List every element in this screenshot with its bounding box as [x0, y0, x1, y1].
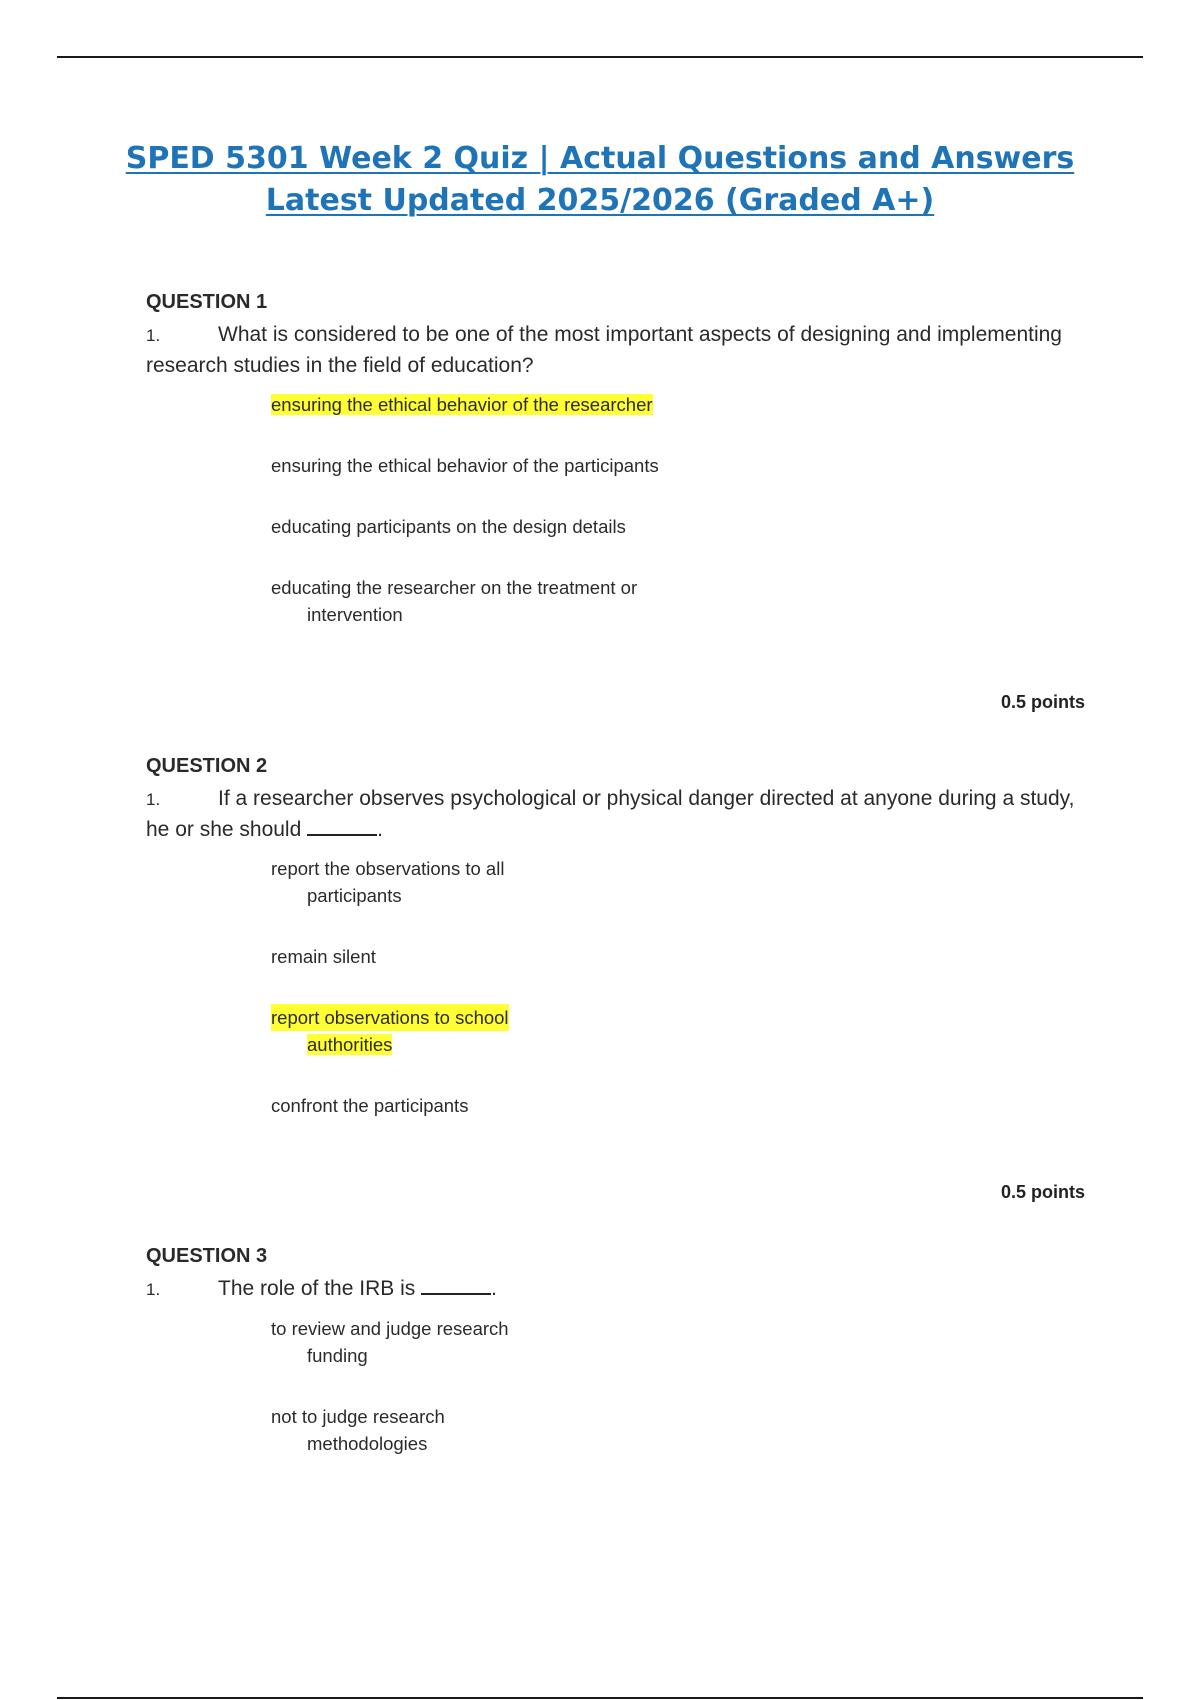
question-heading: QUESTION 3 [146, 1245, 268, 1267]
document-title [0, 138, 1200, 222]
question-1-points: 0.5 points [1000, 692, 1085, 712]
bottom-rule [57, 1697, 1143, 1699]
answer-list [271, 1315, 1086, 1457]
answer-option[interactable] [271, 1092, 691, 1119]
answer-option[interactable] [271, 574, 691, 628]
answer-text-correct-continued: authorities [307, 1034, 393, 1055]
answer-text: to review and judge research [271, 1318, 509, 1339]
question-text [146, 1274, 1086, 1305]
question-prompt-end: . [491, 1277, 497, 1300]
title-line-1: SPED 5301 Week 2 Quiz | Actual Questions and Answers [125, 141, 1075, 176]
answer-list [271, 855, 1086, 1119]
question-text [146, 320, 1086, 381]
answer-text: educating the researcher on the treatment or [271, 577, 638, 598]
answer-text: educating participants on the design details [271, 516, 626, 537]
answer-option[interactable] [271, 855, 691, 909]
answer-option[interactable] [271, 1004, 691, 1058]
question-2-points: 0.5 points [1000, 1182, 1085, 1202]
answer-text-correct: ensuring the ethical behavior of the researcher [271, 394, 653, 415]
answer-text-correct: report observations to school [271, 1004, 509, 1031]
answer-text: confront the participants [271, 1095, 469, 1116]
question-prompt: The role of the IRB is [218, 1277, 416, 1300]
answer-option[interactable] [271, 1315, 691, 1369]
answer-text-continued: intervention [307, 604, 403, 625]
answer-text-continued: methodologies [307, 1433, 428, 1454]
question-number: 1. [146, 790, 161, 809]
title-line-2: Latest Updated 2025/2026 (Graded A+) [265, 183, 935, 218]
question-3 [146, 1242, 1086, 1491]
answer-list [271, 391, 1086, 628]
question-heading: QUESTION 2 [146, 755, 268, 777]
answer-text: remain silent [271, 946, 376, 967]
question-text [146, 784, 1086, 845]
answer-option[interactable] [271, 943, 691, 970]
answer-text-continued: funding [307, 1345, 368, 1366]
answer-text: ensuring the ethical behavior of the participants [271, 455, 659, 476]
top-rule [57, 56, 1143, 58]
question-2 [146, 752, 1086, 1153]
answer-text: report the observations to all [271, 858, 505, 879]
answer-text: not to judge research [271, 1406, 445, 1427]
answer-option[interactable] [271, 513, 691, 540]
answer-option[interactable] [271, 1403, 691, 1457]
question-number: 1. [146, 1280, 161, 1299]
question-prompt: If a researcher observes psychological or physical danger directed at anyone during a study, he or she should [146, 787, 1075, 841]
question-number: 1. [146, 326, 161, 345]
question-prompt: What is considered to be one of the most important aspects of designing and implementing research studies in the field of education? [146, 323, 1062, 377]
question-heading: QUESTION 1 [146, 291, 268, 313]
answer-text-continued: participants [307, 885, 402, 906]
fill-in-blank [421, 1275, 491, 1295]
question-1 [146, 288, 1086, 662]
fill-in-blank [307, 816, 377, 836]
answer-option[interactable] [271, 391, 691, 418]
question-prompt-end: . [377, 818, 383, 841]
answer-option[interactable] [271, 452, 691, 479]
